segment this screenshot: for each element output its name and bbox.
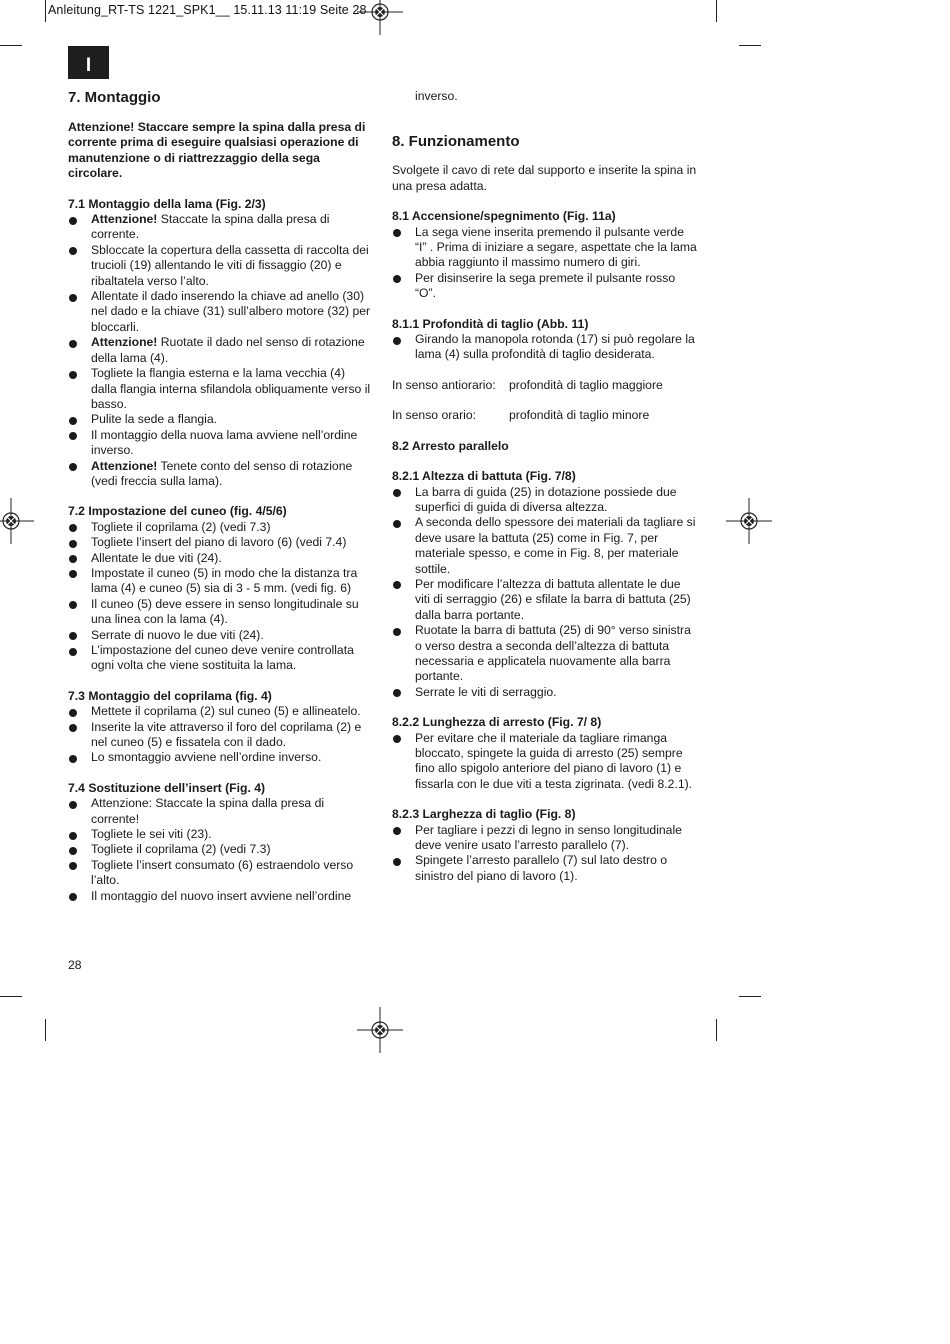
page-number: 28 [68,958,82,972]
subsection-title: 7.4 Sostituzione dell’insert (Fig. 4) [68,780,266,795]
list-item: Girando la manopola rotonda (17) si può regolare la lama (4) sulla profondità di taglio desiderata. [392,332,698,363]
list-item: Per evitare che il materiale da tagliare rimanga bloccato, spingete la guida di arresto (25) sempre fino allo spigolo anteriore del piano di lavoro (1) e fissarla con le due viti a testa zigrinata. (vedi 8.2.1). [392,731,698,793]
left-column [68,89,374,904]
crop-mark [0,996,22,997]
list-item [68,459,374,490]
list-item: Per disinserire la sega premete il pulsante rosso “O”. [392,271,698,302]
subsection-title: 7.3 Montaggio del coprilama (fig. 4) [68,688,272,703]
list-item: Attenzione: Staccate la spina dalla presa di corrente! [68,796,374,827]
list-item: La barra di guida (25) in dotazione possiede due superfici di guida di diversa altezza. [392,485,698,516]
subsection-title: 8.1 Accensione/spegnimento (Fig. 11a) [392,209,616,224]
subsection-title: 8.2.2 Lunghezza di arresto (Fig. 7/ 8) [392,715,602,730]
list-item: Inserite la vite attraverso il foro del coprilama (2) e nel cuneo (5) e fissatela con il dado. [68,720,374,751]
list-item: Il montaggio della nuova lama avviene nell’ordine inverso. [68,428,374,459]
list-item: Il montaggio del nuovo insert avviene nell’ordine [68,889,374,904]
bullet-list [392,823,698,885]
safety-warning: Attenzione! Staccare sempre la spina dalla presa di corrente prima di eseguire qualsiasi operazione di manutenzione o di riattrezzaggio della sega circolare. [68,120,366,181]
list-item: Togliete l’insert consumato (6) estraendolo verso l’alto. [68,858,374,889]
bullet-list [68,520,374,674]
crop-mark [739,996,761,997]
list-item: Mettete il coprilama (2) sul cuneo (5) e allineatelo. [68,704,374,719]
crop-mark [45,1019,46,1041]
list-item: Togliete il coprilama (2) (vedi 7.3) [68,842,374,857]
subsection-title: 7.1 Montaggio della lama (Fig. 2/3) [68,196,266,211]
registration-mark-icon [726,498,772,544]
registration-mark-icon [357,1007,403,1053]
direction-row [392,408,698,423]
crop-mark [716,1019,717,1041]
crop-mark [739,45,761,46]
bullet-list [68,704,374,766]
bullet-list [68,796,374,904]
list-item: Serrate di nuovo le due viti (24). [68,628,374,643]
list-item: Pulite la sede a flangia. [68,412,374,427]
subsection-title: 8.2 Arresto parallelo [392,438,509,453]
list-item [68,212,374,243]
bullet-list [392,485,698,701]
registration-mark-icon [0,498,34,544]
list-item: Lo smontaggio avviene nell’ordine inverso. [68,750,374,765]
registration-mark-icon [357,0,403,35]
list-item: A seconda dello spessore dei materiali da tagliare si deve usare la battuta (25) come in Fig. 7, per materiale spesso, e come in Fig. 8, per materiale sottile. [392,515,698,577]
list-item: La sega viene inserita premendo il pulsante verde “I” . Prima di iniziare a segare, aspettate che la lama abbia raggiunto il massimo numero di giri. [392,225,698,271]
list-item: Serrate le viti di serraggio. [392,685,698,700]
list-item: Ruotate la barra di battuta (25) di 90° verso sinistra o verso destra a seconda dell’altezza di battuta necessaria e applicatela nuovamente alla barra portante. [392,623,698,685]
subsection-title: 8.2.3 Larghezza di taglio (Fig. 8) [392,807,576,822]
list-item: Per modificare l’altezza di battuta allentate le due viti di serraggio (26) e sfilate la barra di battuta (25) dalla barra portante. [392,577,698,623]
list-item: Per tagliare i pezzi di legno in senso longitudinale deve venire usato l’arresto parallelo (7). [392,823,698,854]
intro-paragraph: Svolgete il cavo di rete dal supporto e inserite la spina in una presa adatta. [392,163,697,193]
list-item: Il cuneo (5) deve essere in senso longitudinale su una linea con la lama (4). [68,597,374,628]
warning-label: Attenzione! [91,335,158,350]
direction-value: profondità di taglio maggiore [509,377,663,392]
warning-label: Attenzione! [91,212,158,227]
direction-label: In senso antiorario: [392,377,496,392]
section-heading: 8. Funzionamento [392,133,520,151]
subsection-title: 8.1.1 Profondità di taglio (Abb. 11) [392,316,589,331]
list-item: Togliete la flangia esterna e la lama vecchia (4) dalla flangia interna sfilandola obliquamente verso il basso. [68,366,374,412]
continued-text: inverso. [415,89,458,103]
list-item [68,335,374,366]
bullet-list [392,731,698,793]
warning-label: Attenzione! [91,458,158,473]
direction-label: In senso orario: [392,408,477,423]
crop-mark [0,45,22,46]
section-heading: 7. Montaggio [68,89,161,106]
list-item-text: Tenete conto del senso di rotazione (vedi freccia sulla lama). [91,458,353,488]
list-item-text: Staccate la spina dalla presa di corrente. [91,212,330,242]
direction-value: profondità di taglio minore [509,408,650,423]
bullet-list [392,225,698,302]
list-item: Allentate le due viti (24). [68,551,374,566]
list-item: Togliete il coprilama (2) (vedi 7.3) [68,520,374,535]
bullet-list [392,332,698,363]
crop-mark [716,0,717,22]
list-item: Togliete le sei viti (23). [68,827,374,842]
list-item: Spingete l’arresto parallelo (7) sul lato destro o sinistro del piano di lavoro (1). [392,853,698,884]
list-item: Impostate il cuneo (5) in modo che la distanza tra lama (4) e cuneo (5) sia di 3 - 5 mm. (vedi fig. 6) [68,566,374,597]
direction-row [392,378,698,393]
crop-mark [45,0,46,22]
bullet-list [68,212,374,489]
language-tab: I [68,46,109,79]
right-column [392,89,698,884]
subsection-title: 8.2.1 Altezza di battuta (Fig. 7/8) [392,469,576,484]
list-item: L’impostazione del cuneo deve venire controllata ogni volta che viene sostituita la lama. [68,643,374,674]
list-item: Togliete l’insert del piano di lavoro (6) (vedi 7.4) [68,535,374,550]
subsection-title: 7.2 Impostazione del cuneo (fig. 4/5/6) [68,504,287,519]
list-item: Sbloccate la copertura della cassetta di raccolta dei trucioli (19) allentando le viti di fissaggio (20) e ribaltatela verso l’alto. [68,243,374,289]
list-item-text: Ruotate il dado nel senso di rotazione della lama (4). [91,335,365,365]
list-item: Allentate il dado inserendo la chiave ad anello (30) nel dado e la chiave (31) sull’albero motore (32) per bloccarli. [68,289,374,335]
print-slug: Anleitung_RT-TS 1221_SPK1__ 15.11.13 11:19 Seite 28 [48,3,367,17]
